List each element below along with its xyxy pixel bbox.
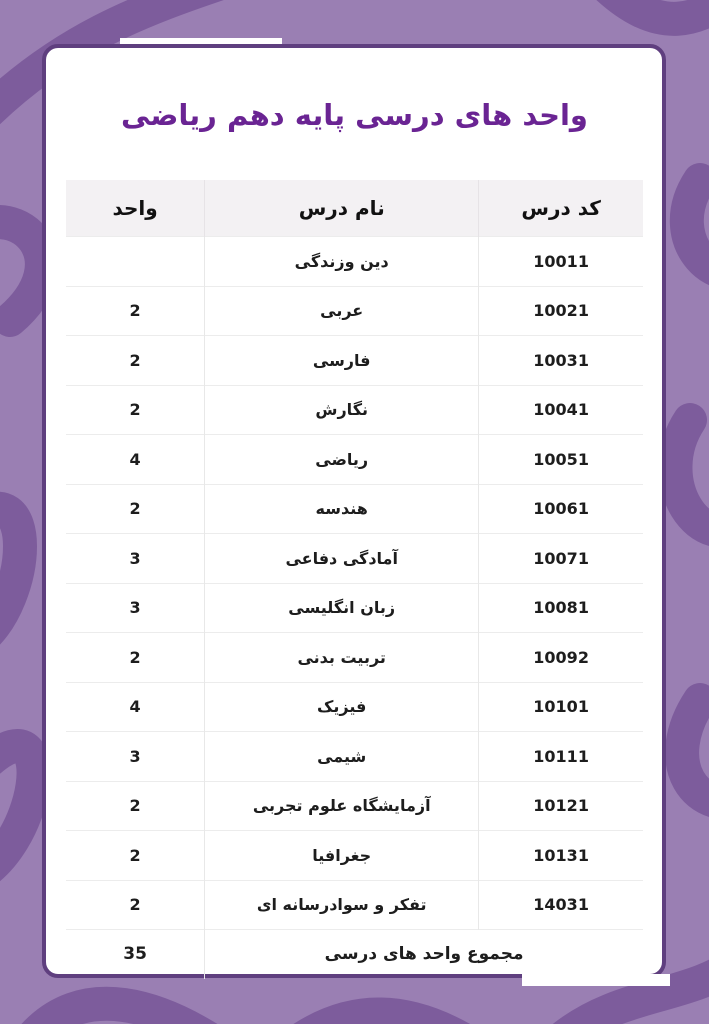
course-code: 10041: [479, 385, 643, 435]
page-title: واحد های درسی پایه دهم ریاضی: [121, 98, 588, 132]
course-name: عربی: [205, 286, 479, 336]
course-code: 14031: [479, 880, 643, 930]
course-name: هندسه: [205, 484, 479, 534]
table-row: [66, 484, 643, 534]
course-name: ریاضی: [205, 435, 479, 485]
course-code: 10061: [479, 484, 643, 534]
table-row: [66, 781, 643, 831]
course-units: 2: [66, 336, 205, 386]
course-units: 2: [66, 781, 205, 831]
course-code: 10131: [479, 831, 643, 881]
course-code: 10031: [479, 336, 643, 386]
table-row: [66, 880, 643, 930]
course-name: جغرافیا: [205, 831, 479, 881]
course-code: 10081: [479, 583, 643, 633]
course-name: فیزیک: [205, 682, 479, 732]
course-code: 10111: [479, 732, 643, 782]
course-units-table: [66, 180, 643, 979]
header-code: کد درس: [479, 180, 643, 237]
course-name: آزمایشگاه علوم تجربی: [205, 781, 479, 831]
table-row: [66, 286, 643, 336]
table-body: [66, 237, 643, 979]
course-code: 10021: [479, 286, 643, 336]
table-row: [66, 583, 643, 633]
course-code: 10051: [479, 435, 643, 485]
course-units: 3: [66, 732, 205, 782]
course-units: 2: [66, 385, 205, 435]
course-name: تربیت بدنی: [205, 633, 479, 683]
course-name: زبان انگلیسی: [205, 583, 479, 633]
course-name: آمادگی دفاعی: [205, 534, 479, 584]
total-label: مجموع واحد های درسی: [205, 930, 643, 979]
course-code: 10071: [479, 534, 643, 584]
course-name: دین وزندگی: [205, 237, 479, 287]
course-name: تفکر و سوادرسانه ای: [205, 880, 479, 930]
table-row: [66, 732, 643, 782]
course-name: شیمی: [205, 732, 479, 782]
table-row: [66, 385, 643, 435]
course-units: 2: [66, 633, 205, 683]
course-code: 10011: [479, 237, 643, 287]
course-units: 2: [66, 484, 205, 534]
course-name: فارسی: [205, 336, 479, 386]
course-units: 2: [66, 880, 205, 930]
course-units: 3: [66, 534, 205, 584]
course-code: 10121: [479, 781, 643, 831]
table-row: [66, 237, 643, 287]
header-units: واحد: [66, 180, 205, 237]
table-row: [66, 682, 643, 732]
table-row: [66, 336, 643, 386]
course-units: 4: [66, 682, 205, 732]
total-value: 35: [66, 930, 205, 979]
table-row: [66, 633, 643, 683]
course-units: [66, 237, 205, 287]
table-header-row: [66, 180, 643, 237]
course-code: 10101: [479, 682, 643, 732]
course-units: 2: [66, 286, 205, 336]
header-name: نام درس: [205, 180, 479, 237]
course-units: 4: [66, 435, 205, 485]
total-row: [66, 930, 643, 979]
course-name: نگارش: [205, 385, 479, 435]
table-row: [66, 831, 643, 881]
table-row: [66, 435, 643, 485]
table-row: [66, 534, 643, 584]
course-units: 3: [66, 583, 205, 633]
course-code: 10092: [479, 633, 643, 683]
course-units: 2: [66, 831, 205, 881]
